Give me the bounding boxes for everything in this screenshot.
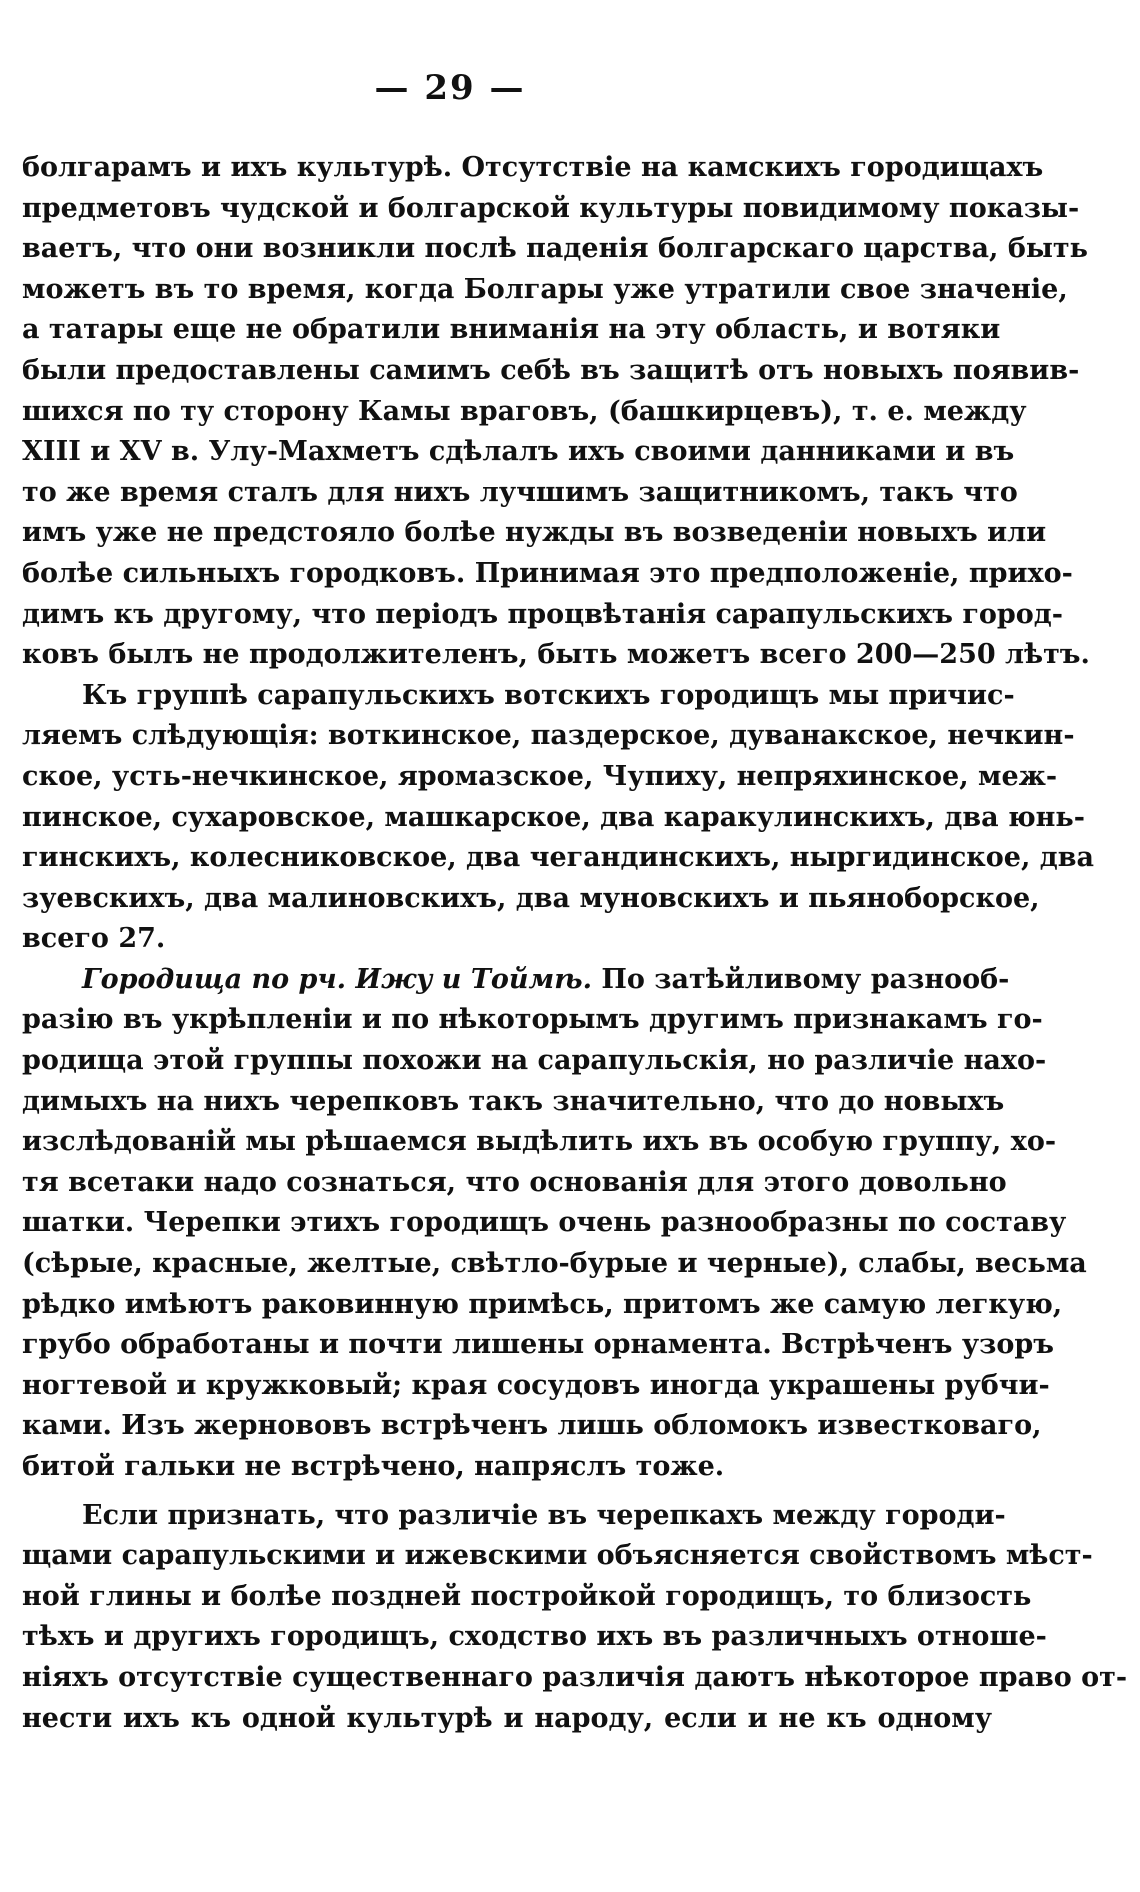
text-line: изслѣдованій мы рѣшаемся выдѣлить ихъ въ особую группу, хо- (22, 1126, 1057, 1158)
text-line: предметовъ чудской и болгарской культуры повидимому показы- (22, 192, 1080, 224)
text-line: ковъ былъ не продолжителенъ, быть можетъ всего 200—250 лѣтъ. (22, 639, 1090, 671)
paragraph-3 (22, 960, 1087, 1488)
text-line: ками. Изъ жернововъ встрѣченъ лишь обломокъ известковаго, (22, 1410, 1042, 1442)
text-line (22, 960, 1010, 1001)
text-line: тѣхъ и другихъ городищъ, сходство ихъ въ различныхъ отноше- (22, 1621, 1047, 1653)
text-line: можетъ въ то время, когда Болгары уже утратили свое значеніе, (22, 273, 1068, 305)
text-line: ной глины и болѣе поздней постройкой городищъ, то близость (22, 1580, 1032, 1612)
text-line: пинское, сухаровское, машкарское, два каракулинскихъ, два юнь- (22, 801, 1085, 833)
text-line: Если признать, что различіе въ черепкахъ между городи- (82, 1499, 1006, 1531)
text-fragment: По затѣйливому разнооб- (601, 963, 1010, 995)
text-line: рѣдко имѣютъ раковинную примѣсь, притомъ же самую легкую, (22, 1288, 1063, 1320)
text-line: а татары еще не обратили вниманія на эту область, и вотяки (22, 314, 1001, 346)
text-line: шатки. Черепки этихъ городищъ очень разнообразны по составу (22, 1207, 1067, 1239)
text-line: ваетъ, что они возникли послѣ паденія болгарскаго царства, быть (22, 233, 1088, 265)
text-line: грубо обработаны и почти лишены орнамента. Встрѣченъ узоръ (22, 1329, 1054, 1361)
paragraph-2 (22, 676, 1095, 960)
paragraph-4 (22, 1496, 1128, 1740)
paragraph-gap (22, 1488, 992, 1496)
text-line: димыхъ на нихъ черепковъ такъ значительно, что до новыхъ (22, 1085, 1005, 1117)
text-line: XIII и XV в. Улу-Махметъ сдѣлалъ ихъ своими данниками и въ (22, 436, 1015, 468)
text-line: зуевскихъ, два малиновскихъ, два муновскихъ и пьяноборское, (22, 882, 1040, 914)
text-line: болѣе сильныхъ городковъ. Принимая это предположеніе, прихо- (22, 557, 1073, 589)
text-line: битой гальки не встрѣчено, напряслъ тоже. (22, 1451, 725, 1482)
text-line: нести ихъ къ одной культурѣ и народу, если и не къ одному (22, 1702, 992, 1734)
page-number: — 29 — (374, 68, 526, 108)
text-line: ніяхъ отсутствіе существеннаго различія даютъ нѣкоторое право от- (22, 1661, 1128, 1693)
section-heading: Городища по рч. Ижу и Тоймѣ. (82, 963, 592, 995)
text-line: всего 27. (22, 923, 166, 955)
text-line: щами сарапульскими и ижевскими объясняется свойствомъ мѣст- (22, 1540, 1093, 1572)
text-line: ногтевой и кружковый; края сосудовъ иногда украшены рубчи- (22, 1369, 1050, 1401)
text-line: родища этой группы похожи на сарапульскія, но различіе нахо- (22, 1045, 1047, 1077)
text-line: ское, усть-нечкинское, яромазское, Чупиху, непряхинское, меж- (22, 760, 1058, 792)
paragraph-1 (22, 148, 1090, 676)
text-line: то же время сталъ для нихъ лучшимъ защитникомъ, такъ что (22, 476, 1018, 508)
body-text (22, 148, 1128, 1739)
text-line: Къ группѣ сарапульскихъ вотскихъ городищъ мы причис- (82, 679, 1015, 711)
text-line: болгарамъ и ихъ культурѣ. Отсутствіе на камскихъ городищахъ (22, 152, 1044, 183)
text-line: димъ къ другому, что періодъ процвѣтанія сарапульскихъ город- (22, 598, 1064, 630)
text-line: тя всетаки надо сознаться, что основанія для этого довольно (22, 1166, 1007, 1198)
text-line: разію въ укрѣпленіи и по нѣкоторымъ другимъ признакамъ го- (22, 1004, 1043, 1036)
text-line: шихся по ту сторону Камы враговъ, (башкирцевъ), т. е. между (22, 395, 1027, 427)
text-line: ляемъ слѣдующія: воткинское, паздерское, дуванакское, нечкин- (22, 720, 1075, 752)
text-line: были предоставлены самимъ себѣ въ защитѣ отъ новыхъ появив- (22, 354, 1080, 386)
text-line: имъ уже не предстояло болѣе нужды въ возведеніи новыхъ или (22, 517, 1047, 549)
text-line: гинскихъ, колесниковское, два чегандинскихъ, ныргидинское, два (22, 842, 1095, 874)
text-line: (сѣрые, красные, желтые, свѣтло-бурые и черные), слабы, весьма (22, 1248, 1087, 1280)
